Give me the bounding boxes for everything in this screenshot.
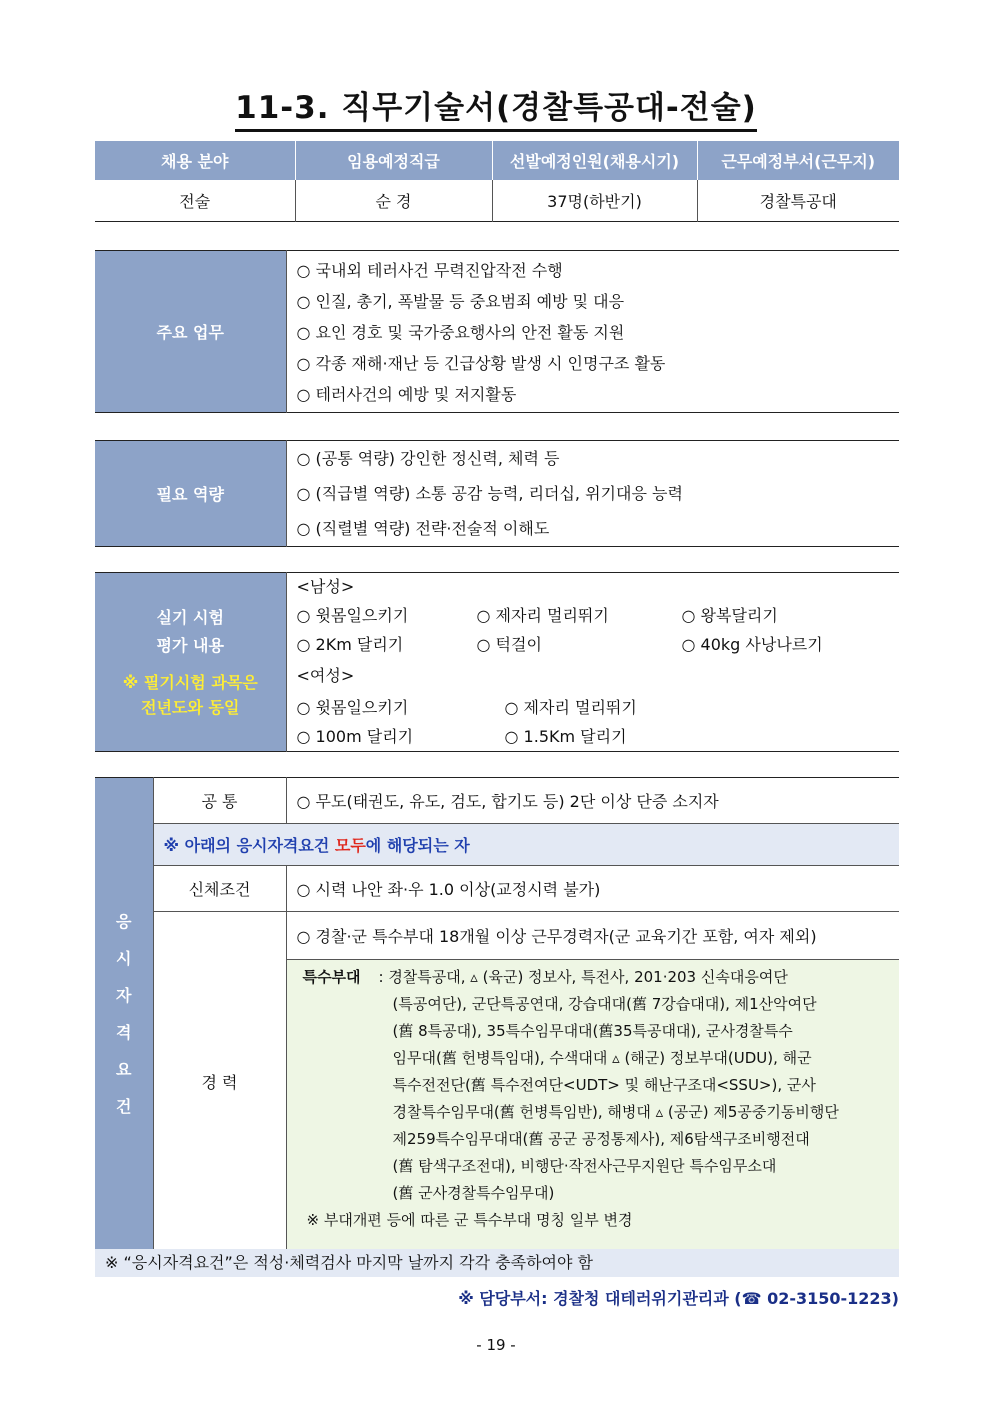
female-title: <여성> — [296, 666, 355, 685]
special-line: (특공여단), 군단특공연대, 강습대대(舊 7강습대대), 제1산악여단 — [392, 995, 817, 1013]
practical-note-2: 전년도와 동일 — [141, 698, 240, 717]
duty-item: ○ 국내외 테러사건 무력진압작전 수행 — [296, 261, 563, 280]
page-title: 11-3. 직무기술서(경찰특공대-전술) — [0, 82, 992, 127]
duty-item: ○ 각종 재해·재난 등 긴급상황 발생 시 인명구조 활동 — [296, 354, 666, 373]
competency-item: ○ (공통 역량) 강인한 정신력, 체력 등 — [296, 449, 560, 468]
value-dept: 경찰특공대 — [759, 191, 837, 211]
special-line: (舊 8특공대), 35특수임무대대(舊35특공대대), 군사경찰특수 — [392, 1022, 793, 1040]
career-value: ○ 경찰·군 특수부대 18개월 이상 근무경력자(군 교육기간 포함, 여자 제외) — [286, 912, 899, 960]
female-item: ○ 제자리 멀리뛰기 — [504, 698, 637, 717]
competency-item: ○ (직렬별 역량) 전략·전술적 이해도 — [296, 519, 550, 538]
common-label: 공 통 — [153, 778, 286, 824]
male-items — [297, 601, 890, 659]
competency-table — [95, 440, 899, 547]
duty-item: ○ 테러사건의 예방 및 저지활동 — [296, 385, 517, 404]
male-item: ○ 윗몸일으키기 — [296, 606, 409, 625]
header-field: 채용 분야 — [95, 141, 295, 180]
practical-label-1: 실기 시험 — [156, 608, 224, 627]
special-line: 특수전전단(舊 특수전여단<UDT> 및 해난구조대<SSU>), 군사 — [392, 1076, 816, 1094]
male-item: ○ 턱걸이 — [476, 635, 542, 654]
female-item: ○ 1.5Km 달리기 — [504, 727, 627, 746]
practical-note-1: ※ 필기시험 과목은 — [122, 673, 258, 692]
practical-table — [95, 572, 899, 752]
female-item: ○ 100m 달리기 — [296, 727, 414, 746]
special-line: 임무대(舊 헌병특임대), 수색대대 ▵ (해군) 정보부대(UDU), 해군 — [392, 1049, 812, 1067]
career-label: 경 력 — [153, 912, 286, 1251]
special-label: 특수부대 — [302, 968, 361, 986]
female-item: ○ 윗몸일으키기 — [296, 698, 409, 717]
female-items — [297, 693, 890, 751]
male-item: ○ 40kg 사낭나르기 — [681, 635, 823, 654]
qualification-table — [95, 777, 899, 1251]
duties-label: 주요 업무 — [95, 251, 286, 413]
summary-table — [95, 141, 899, 222]
male-item: ○ 제자리 멀리뛰기 — [476, 606, 609, 625]
male-item: ○ 2Km 달리기 — [296, 635, 404, 654]
special-line: (舊 군사경찰특수임무대) — [392, 1184, 555, 1202]
body-value: ○ 시력 나안 좌·우 1.0 이상(교정시력 불가) — [286, 866, 899, 912]
value-field: 전술 — [95, 180, 295, 221]
duty-item: ○ 요인 경호 및 국가중요행사의 안전 활동 지원 — [296, 323, 625, 342]
special-line: 경찰특수임무대(舊 헌병특임반), 해병대 ▵ (공군) 제5공중기동비행단 — [392, 1103, 839, 1121]
special-line: : 경찰특공대, ▵ (육군) 정보사, 특전사, 201·203 신속대응여단 — [378, 968, 788, 986]
bottom-note: ※ “응시자격요건”은 적성·체력검사 마지막 날까지 각각 충족하여야 함 — [95, 1249, 899, 1277]
duty-item: ○ 인질, 총기, 폭발물 등 중요범죄 예방 및 대응 — [296, 292, 625, 311]
special-note: ※ 부대개편 등에 따른 군 특수부대 명칭 일부 변경 — [306, 1211, 633, 1229]
all-requirements-note: ※ 아래의 응시자격요건 모두에 해당되는 자 — [153, 824, 899, 866]
common-value: ○ 무도(태권도, 유도, 검도, 합기도 등) 2단 이상 단증 소지자 — [286, 778, 899, 824]
practical-label-2: 평가 내용 — [156, 636, 224, 655]
body-label: 신체조건 — [153, 866, 286, 912]
value-count: 37명(하반기) — [492, 180, 697, 221]
value-rank: 순 경 — [295, 180, 492, 221]
header-dept: 근무예정부서(근무지) — [697, 141, 899, 180]
male-item: ○ 왕복달리기 — [681, 606, 778, 625]
header-count: 선발예정인원(채용시기) — [492, 141, 697, 180]
header-rank: 임용예정직급 — [295, 141, 492, 180]
duties-table — [95, 250, 899, 413]
contact-info: ※ 담당부서: 경찰청 대테러위기관리과 (☎ 02-3150-1223) — [458, 1289, 899, 1308]
competency-label: 필요 역량 — [95, 441, 286, 547]
special-line: (舊 탐색구조전대), 비행단·작전사근무지원단 특수임무소대 — [392, 1157, 777, 1175]
competency-item: ○ (직급별 역량) 소통 공감 능력, 리더십, 위기대응 능력 — [296, 484, 683, 503]
special-line: 제259특수임무대대(舊 공군 공정통제사), 제6탐색구조비행전대 — [392, 1130, 810, 1148]
male-title: <남성> — [296, 577, 355, 596]
page-number: - 19 - — [476, 1336, 516, 1354]
qualification-side-label: 응 시 자 격 요 건 — [95, 778, 153, 1251]
